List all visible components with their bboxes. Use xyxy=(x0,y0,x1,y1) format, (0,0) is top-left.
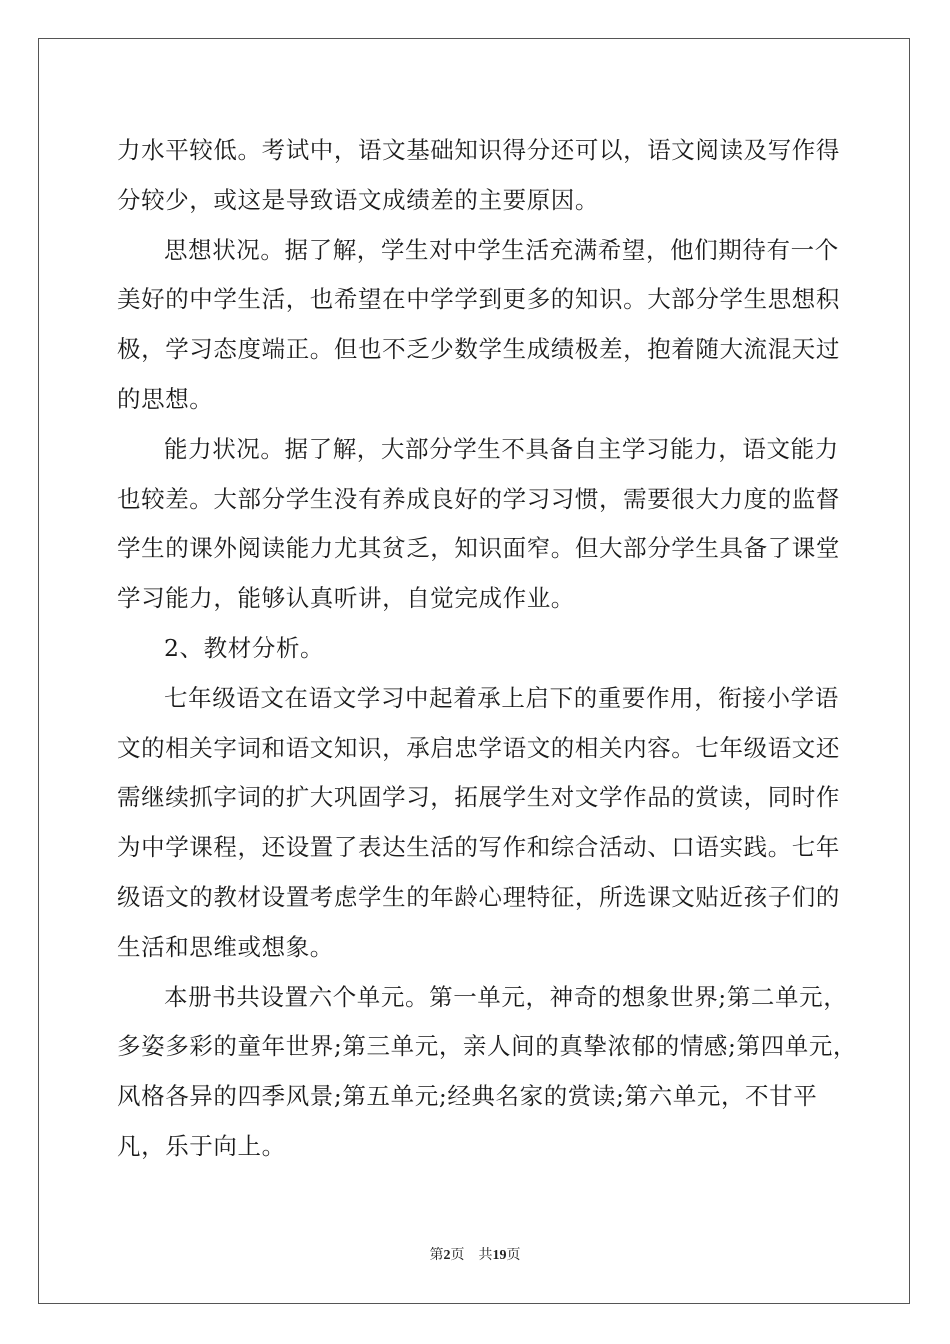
text-line: 学习能力，能够认真听讲，自觉完成作业。 xyxy=(117,584,575,613)
document-body xyxy=(117,126,858,1172)
text-line: 极，学习态度端正。但也不乏少数学生成绩极差，抱着随大流混天过 xyxy=(117,335,840,364)
total-pages: 19 xyxy=(492,1248,507,1263)
total-suffix: 页 xyxy=(506,1248,521,1263)
text-line: 本册书共设置六个单元。第一单元，神奇的想象世界;第二单元， xyxy=(164,982,848,1011)
text-line: 七年级语文在语文学习中起着承上启下的重要作用，衔接小学语 xyxy=(164,683,839,712)
text-line: 学生的课外阅读能力尤其贫乏，知识面窄。但大部分学生具备了课堂 xyxy=(117,534,840,563)
text-line: 思想状况。据了解，学生对中学生活充满希望，他们期待有一个 xyxy=(164,235,839,264)
text-line: 生活和思维或想象。 xyxy=(117,932,334,961)
text-line: 为中学课程，还设置了表达生活的写作和综合活动、口语实践。七年 xyxy=(117,833,840,862)
text-line: 需继续抓字词的扩大巩固学习，拓展学生对文学作品的赏读，同时作 xyxy=(117,783,840,812)
page-prefix: 第 xyxy=(429,1248,444,1263)
page-suffix: 页 xyxy=(450,1248,465,1263)
text-line: 的思想。 xyxy=(117,384,214,413)
page-footer xyxy=(0,1244,950,1264)
current-page: 2 xyxy=(443,1248,451,1263)
text-line: 力水平较低。考试中，语文基础知识得分还可以，语文阅读及写作得 xyxy=(117,136,840,164)
text-line: 凡，乐于向上。 xyxy=(117,1131,286,1160)
total-prefix: 共 xyxy=(478,1248,493,1263)
text-line: 也较差。大部分学生没有养成良好的学习习惯，需要很大力度的监督 xyxy=(117,484,840,513)
page-number xyxy=(430,1248,465,1263)
text-line: 多姿多彩的童年世界;第三单元，亲人间的真挚浓郁的情感;第四单元， xyxy=(117,1032,858,1061)
text-line: 级语文的教材设置考虑学生的年龄心理特征，所选课文贴近孩子们的 xyxy=(117,882,840,911)
text-line: 能力状况。据了解，大部分学生不具备自主学习能力，语文能力 xyxy=(164,434,839,463)
text-line: 风格各异的四季风景;第五单元;经典名家的赏读;第六单元，不甘平 xyxy=(117,1082,818,1111)
text-line: 文的相关字词和语文知识，承启忠学语文的相关内容。七年级语文还 xyxy=(117,733,840,762)
text-line: 分较少，或这是导致语文成绩差的主要原因。 xyxy=(117,185,599,214)
text-line: 2、教材分析。 xyxy=(164,633,325,662)
text-line: 美好的中学生活，也希望在中学学到更多的知识。大部分学生思想积 xyxy=(117,285,840,314)
page-total xyxy=(479,1248,521,1263)
